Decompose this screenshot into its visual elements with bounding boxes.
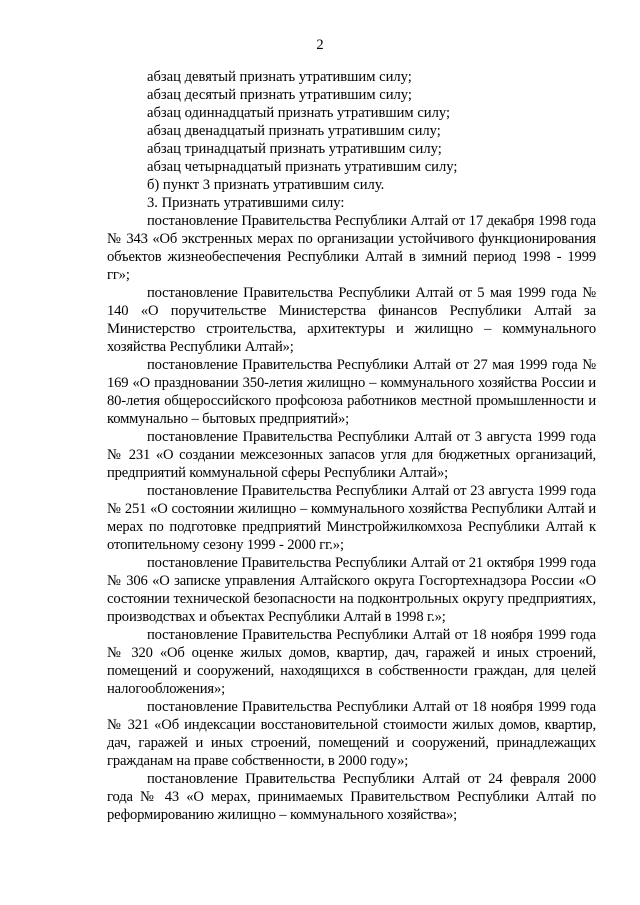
paragraph-abzac-12: абзац двенадцатый признать утратившим силу; bbox=[147, 123, 441, 139]
paragraph-abzac-14: абзац четырнадцатый признать утратившим силу; bbox=[147, 159, 458, 175]
paragraph-resolution-169: постановление Правительства Республики Алтай от 27 мая 1999 года № 169 «О праздновании 350-летия жилищно – коммунального хозяйства России и 80-летия общероссийского профсоюза работников местной промышленности и коммунально – бытовых предприятий»; bbox=[107, 357, 596, 427]
paragraph-abzac-10: абзац десятый признать утратившим силу; bbox=[147, 87, 412, 103]
paragraph-resolution-320: постановление Правительства Республики Алтай от 18 ноября 1999 года № 320 «Об оценке жилых домов, квартир, дач, гаражей и иных строений, помещений и сооружений, находящихся в собственности граждан, для целей налогообложения»; bbox=[107, 627, 596, 697]
document-body bbox=[107, 68, 596, 824]
paragraph-punkt-b: б) пункт 3 признать утратившим силу. bbox=[147, 177, 385, 193]
paragraph-abzac-13: абзац тринадцатый признать утратившим силу; bbox=[147, 141, 442, 157]
paragraph-abzac-9: абзац девятый признать утратившим силу; bbox=[147, 69, 412, 85]
page-number: 2 bbox=[316, 37, 324, 53]
paragraph-resolution-43: постановление Правительства Республики Алтай от 24 февраля 2000 года № 43 «О мерах, принимаемых Правительством Республики Алтай по реформированию жилищно – коммунального хозяйства»; bbox=[107, 771, 596, 823]
paragraph-resolution-251: постановление Правительства Республики Алтай от 23 августа 1999 года № 251 «О состоянии жилищно – коммунального хозяйства Республики Алтай и мерах по подготовке предприятий Минстройжилкомхоза Республики Алтай к отопительному сезону 1999 - 2000 гг.»; bbox=[107, 483, 596, 553]
paragraph-resolution-321: постановление Правительства Республики Алтай от 18 ноября 1999 года № 321 «Об индексации восстановительной стоимости жилых домов, квартир, дач, гаражей и иных строений, помещений и сооружений, принадлежащих гражданам на праве собственности, в 2000 году»; bbox=[107, 699, 596, 769]
paragraph-abzac-11: абзац одиннадцатый признать утратившим силу; bbox=[147, 105, 451, 121]
paragraph-resolution-306: постановление Правительства Республики Алтай от 21 октября 1999 года № 306 «О записке управления Алтайского округа Госгортехнадзора России «О состоянии технической безопасности на подконтрольных округу предприятиях, производствах и объектах Республики Алтай в 1998 г.»; bbox=[107, 555, 596, 625]
paragraph-resolution-343: постановление Правительства Республики Алтай от 17 декабря 1998 года № 343 «Об экстренных мерах по организации устойчивого функционирования объектов жизнеобеспечения Республики Алтай в зимний период 1998 - 1999 гг»; bbox=[107, 213, 596, 283]
paragraph-item-3: 3. Признать утратившими силу: bbox=[147, 195, 345, 211]
paragraph-resolution-231: постановление Правительства Республики Алтай от 3 августа 1999 года № 231 «О создании межсезонных запасов угля для бюджетных организаций, предприятий коммунальной сферы Республики Алтай»; bbox=[107, 429, 596, 481]
paragraph-resolution-140: постановление Правительства Республики Алтай от 5 мая 1999 года № 140 «О поручительстве Министерства финансов Республики Алтай за Министерство строительства, архитектуры и жилищно – коммунального хозяйства Республики Алтай»; bbox=[107, 285, 596, 355]
